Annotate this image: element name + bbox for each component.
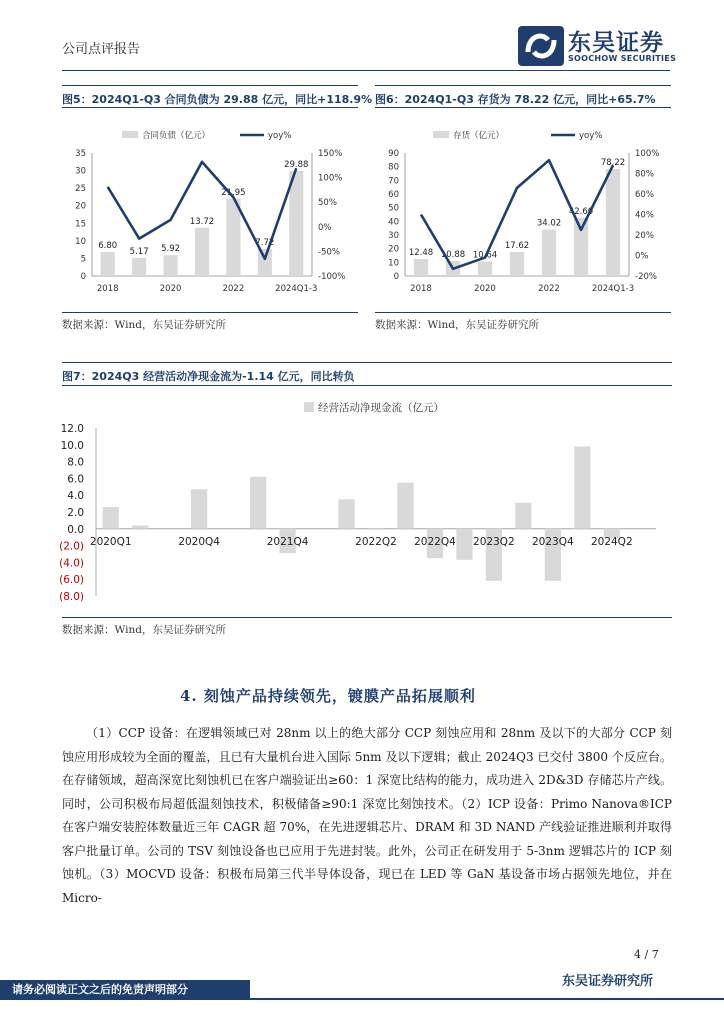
fig6-chart [375, 110, 671, 310]
y-axis-tick: 6.0 [67, 473, 84, 486]
fig7-bottom-rule [62, 617, 672, 618]
right-axis-tick: 20% [635, 231, 654, 241]
bar [574, 446, 590, 528]
fig7-title: 图7：2024Q3 经营活动净现金流为-1.14 亿元，同比转负 [62, 370, 355, 383]
brand-logo [518, 26, 564, 66]
x-tick-label: 2022 [222, 284, 245, 294]
left-axis-tick: 15 [75, 219, 86, 230]
bar [103, 507, 119, 529]
bar [132, 258, 146, 276]
y-axis-tick: 12.0 [60, 423, 84, 435]
legend-bar-swatch [304, 402, 314, 412]
bar-data-label: 10.64 [472, 250, 498, 261]
x-tick-label: 2023Q2 [473, 535, 515, 548]
left-axis-tick: 70 [388, 176, 399, 187]
fig7-top-rule [62, 362, 672, 363]
x-tick-label: 2022 [538, 284, 560, 294]
page-number: 4 / 7 [634, 948, 659, 961]
bar-data-label: 5.17 [129, 246, 149, 257]
x-tick-label: 2021Q4 [266, 535, 309, 548]
bar [338, 499, 354, 528]
left-axis-tick: 30 [75, 166, 86, 177]
bar [414, 259, 428, 276]
header-divider [62, 70, 670, 71]
bar-data-label: 7.72 [255, 237, 275, 248]
bar-data-label: 34.02 [536, 218, 562, 229]
bar [510, 252, 524, 276]
bar-data-label: 78.22 [600, 158, 626, 169]
disclaimer-banner[interactable]: 请务必阅读正文之后的免责声明部分 [0, 980, 250, 1000]
legend-line-label: yoy% [268, 131, 292, 141]
y-axis-tick: 2.0 [67, 507, 84, 519]
right-axis-tick: -50% [318, 247, 340, 258]
right-axis-tick: 50% [318, 198, 337, 209]
left-axis-tick: 40 [388, 217, 399, 228]
fig6-title: 图6：2024Q1-Q3 存货为 78.22 亿元，同比+65.7% [375, 93, 656, 106]
fig5-source: 数据来源：Wind，东吴证券研究所 [62, 319, 226, 331]
left-axis-tick: 25 [75, 184, 86, 195]
bar [542, 230, 556, 276]
y-axis-tick: (6.0) [59, 574, 84, 587]
right-axis-tick: -20% [635, 272, 657, 282]
y-axis-tick: 4.0 [67, 490, 84, 503]
fig5-title-rule [62, 107, 358, 108]
right-axis-tick: 80% [635, 169, 654, 180]
left-axis-tick: 20 [388, 244, 399, 255]
bar [250, 477, 266, 529]
fig6-title-rule [375, 107, 671, 108]
bar [226, 199, 240, 276]
right-axis-tick: 150% [318, 149, 343, 159]
y-axis-tick: 8.0 [67, 456, 84, 469]
x-tick-label: 2022Q2 [355, 535, 397, 548]
left-axis-tick: 0 [80, 272, 86, 282]
y-axis-tick: 0.0 [67, 523, 84, 536]
bar [101, 252, 115, 276]
left-axis-tick: 10 [388, 258, 399, 269]
right-axis-tick: 100% [318, 173, 343, 184]
bar-data-label: 5.92 [161, 244, 181, 255]
left-axis-tick: 30 [388, 231, 399, 241]
left-axis-tick: 90 [388, 149, 399, 159]
bar [132, 525, 148, 528]
x-tick-label: 2024Q1-3 [275, 284, 318, 294]
fig5-chart [62, 110, 358, 310]
bar-data-label: 29.88 [284, 159, 309, 170]
x-tick-label: 2020Q4 [178, 535, 220, 548]
right-axis-tick: 0% [635, 251, 649, 262]
x-tick-label: 2018 [96, 284, 119, 294]
legend-bar-label: 存货（亿元） [453, 131, 505, 141]
x-tick-label: 2024Q1-3 [591, 284, 635, 294]
left-axis-tick: 60 [388, 190, 399, 200]
section-paragraph: （1）CCP 设备：在逻辑领域已对 28nm 以上的绝大部分 CCP 刻蚀应用和 28nm 及以下的大部分 CCP 刻蚀应用形成较为全面的覆盖，且已有大量机台进入国际 5nm 及以下逻辑；截止 2024Q3 已交付 3800 个反应台。在存储领域，超高深宽比刻蚀机已在客户端验证出≥60：1 深宽比结构的能力，成功进入 2D&3D 存储芯片产线。同时，公司积极布局超低温刻蚀技术，积极储备≥90:1 深宽比刻蚀技术。（2）ICP 设备：Primo Nanova®ICP 在客户端安装腔体数量近三年 CAGR 超 70%，在先进逻辑芯片、DRAM 和 3D NAND 产线验证推进顺利并取得客户批量订单。公司的 TSV 刻蚀设备也已应用于先进封装。此外，公司正在研发用于 5-3nm 逻辑芯片的 ICP 刻蚀机。（3）MOCVD 设备：积极布局第三代半导体设备，现已在 LED 等 GaN 基设备市场占据领先地位，并在 Micro- [62, 726, 672, 905]
fig6-top-rule [375, 85, 671, 86]
bar-data-label: 17.62 [504, 240, 530, 251]
y-axis-tick: 10.0 [60, 439, 84, 452]
right-axis-tick: 0% [318, 222, 332, 233]
left-axis-tick: 50 [388, 203, 399, 214]
bar [289, 171, 303, 276]
fig5-bottom-rule [62, 312, 358, 313]
bar-data-label: 6.80 [98, 241, 118, 252]
bar [606, 169, 620, 276]
x-tick-label: 2023Q4 [532, 535, 574, 548]
fig7-chart [59, 390, 672, 615]
left-axis-tick: 35 [75, 149, 86, 159]
bar-data-label: 21.95 [221, 187, 246, 198]
bar-data-label: 10.88 [440, 250, 466, 261]
bar [164, 255, 178, 276]
bar-data-label: 42.60 [568, 206, 594, 217]
x-tick-label: 2018 [410, 284, 432, 294]
logo-icon [518, 26, 564, 66]
left-axis-tick: 80 [388, 162, 399, 173]
y-axis-tick: (4.0) [59, 557, 84, 570]
right-axis-tick: 60% [635, 190, 654, 200]
x-tick-label: 2024Q2 [590, 535, 633, 548]
footer-brand: 东吴证券研究所 [562, 974, 654, 989]
x-tick-label: 2020 [159, 284, 182, 294]
report-type-label: 公司点评报告 [62, 42, 141, 57]
right-axis-tick: 40% [635, 210, 654, 221]
bar [258, 249, 272, 276]
bar [368, 528, 384, 529]
bar [195, 228, 209, 276]
left-axis-tick: 5 [80, 254, 86, 265]
legend-bar-label: 合同负债（亿元） [142, 131, 211, 141]
fig5-top-rule [62, 85, 358, 86]
fig5-title: 图5：2024Q1-Q3 合同负债为 29.88 亿元，同比+118.9% [62, 93, 373, 106]
x-tick-label: 2020Q1 [89, 535, 132, 548]
bar [574, 218, 588, 276]
section-body [62, 722, 672, 910]
brand-name-cn: 东吴证券 [568, 30, 664, 56]
footer-rule [250, 998, 724, 1000]
bar [478, 261, 492, 276]
legend-bar-swatch [122, 131, 138, 138]
y-axis-tick: (2.0) [59, 540, 84, 553]
left-axis-tick: 0 [393, 272, 399, 282]
legend-line-label: yoy% [579, 131, 603, 141]
bar [191, 489, 207, 528]
legend-bar-label: 经营活动净现金流（亿元） [318, 402, 444, 414]
right-axis-tick: 100% [635, 149, 660, 159]
fig7-title-rule [62, 385, 672, 386]
bar [515, 503, 531, 529]
fig7-source: 数据来源：Wind，东吴证券研究所 [62, 624, 226, 636]
x-tick-label: 2020 [474, 284, 496, 294]
legend-bar-swatch [433, 131, 449, 138]
y-axis-tick: (8.0) [59, 591, 84, 603]
fig6-source: 数据来源：Wind，东吴证券研究所 [375, 319, 539, 331]
left-axis-tick: 20 [75, 201, 86, 212]
bar-data-label: 12.48 [408, 247, 434, 258]
left-axis-tick: 10 [75, 236, 86, 247]
fig6-bottom-rule [375, 312, 671, 313]
brand-name-en: SOOCHOW SECURITIES [568, 54, 677, 63]
right-axis-tick: -100% [318, 272, 346, 282]
bar [397, 483, 413, 529]
section-title: 4. 刻蚀产品持续领先，镀膜产品拓展顺利 [180, 687, 476, 705]
bar-data-label: 13.72 [189, 216, 215, 227]
bar [456, 529, 472, 560]
x-tick-label: 2022Q4 [414, 535, 456, 548]
